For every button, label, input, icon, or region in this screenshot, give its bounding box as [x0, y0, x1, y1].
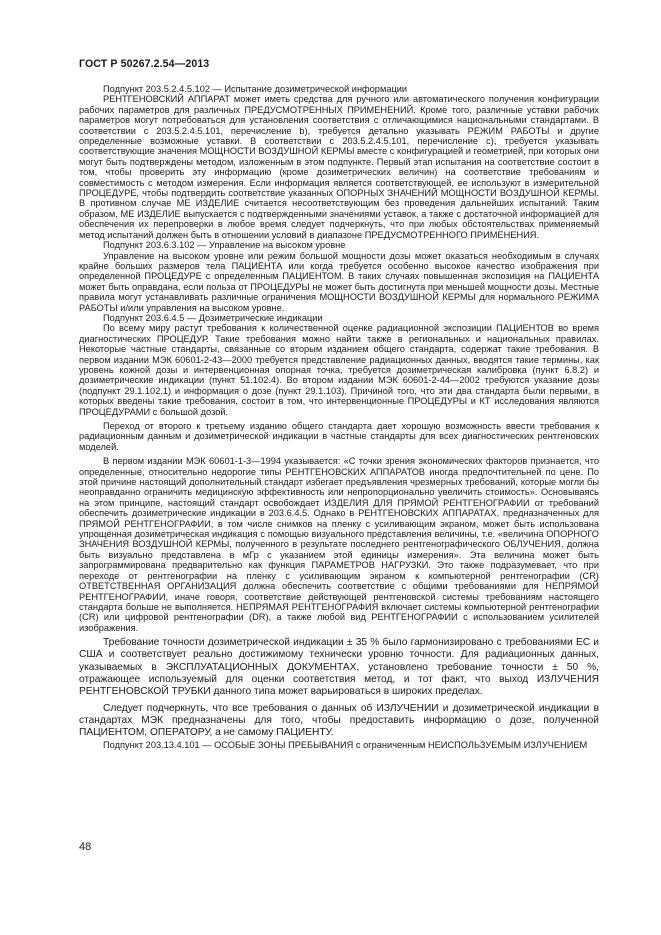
paragraph-emphasis-note: Следует подчеркнуть, что все требования о данных об ИЗЛУЧЕНИИ и дозиметрической индикации в стандартах МЭК предназначены для того, чтобы предоставить информацию о дозе, полученной ПАЦИЕНТОМ, ОПЕРАТОРУ, а не самому ПАЦИЕНТУ.: [79, 702, 599, 739]
paragraph-subclause-203-5-2-4-5-102: Подпункт 203.5.2.4.5.102 — Испытание дозиметрической информации: [103, 84, 408, 94]
paragraph-dosimetric-info-test: РЕНТГЕНОВСКИЙ АППАРАТ может иметь средства для ручного или автоматического получения конфигурации рабочих параметров для различных ПРЕДУСМОТРЕННЫХ ПРИМЕНЕНИЙ. Кроме того, различные уставки рабочих параметров могут потребоваться для установления соответствия с отличающимися национальными стандартами. В соответствии с 203.5.2.4.5.101, перечисление b), требуется детально указывать РЕЖИМ РАБОТЫ и другие определенные возможные уставки. В соответствии с 203.5.2.4.5.101, перечисление с), требуется указывать соответствующие значения МОЩНОСТИ ВОЗДУШНОЙ КЕРМЫ вместе с конфигурацией и геометрией, при которых они могут быть подтверждены методом, изложенным в этом подпункте. Первый этап испытания на соответствие состоит в том, чтобы проверить эту информацию (кроме дозиметрических величин) на соответствие требованиям и совместимость с методом измерения. Если информация является соответствующей, ее используют в измерительной ПРОЦЕДУРЕ, чтобы подтвердить соответствие указанных ОПОРНЫХ ЗНАЧЕНИЙ МОЩНОСТИ ВОЗДУШНОЙ КЕРМЫ. В противном случае МЕ ИЗДЕЛИЕ считается несоответствующим без проведения дальнейших испытаний. Таким образом, МЕ ИЗДЕЛИЕ выпускается с подтвержденными значениями уставок, а также с достаточной информацией для обеспечения их перепроверки в любое время следует подчеркнуть, что при любых обстоятельствах применяемый метод испытаний должен быть в отношении условий в диапазоне ПРЕДУСМОТРЕННОГО ПРИМЕНЕНИЯ.: [79, 94, 599, 240]
document-body: [79, 84, 599, 750]
paragraph-subclause-203-6-4-5: Подпункт 203.6.4.5 — Дозиметрические индикации: [103, 312, 323, 323]
paragraph-high-level-control: Управление на высоком уровне или режим большой мощности дозы может оказаться необходимым в случаях крайне больших размеров тела ПАЦИЕНТА или когда требуется особенно высокое качество изображения при определенной ПРОЦЕДУРЕ с определенным ПАЦИЕНТОМ. В таких случаях повышенная экспозиция на ПАЦИЕНТА может быть оправдана, если польза от ПРОЦЕДУРЫ не может быть достигнута при меньшей мощности дозы. Местные правила могут устанавливать различные ограничения МОЩНОСТИ ВОЗДУШНОЙ КЕРМЫ для нормального РЕЖИМА РАБОТЫ и/или управления на высоком уровне.: [79, 250, 599, 313]
paragraph-subclause-203-6-3-102: Подпункт 203.6.3.102 — Управление на высоком уровне: [103, 240, 346, 251]
paragraph-dosimetric-requirements: По всему миру растут требования к количественной оценке радиационной экспозиции ПАЦИЕНТОВ во время диагностических ПРОЦЕДУР. Такие требования можно найти также в региональных и национальных правилах. Некоторые частные стандарты, связанные со вторым изданием общего стандарта, содержат такие требования. В первом издании МЭК 60601-2-43—2000 требуется представление радиационных данных, вводятся такие термины, как уровень кожной дозы и интервенционная опорная точка, требуется дозиметрическая калибровка (пункт 6.8.2) и дозиметрические индикации (пункт 51.102.4). Во втором издании МЭК 60601-2-44—2002 требуются указание дозы (подпункт 29.1.102.1) и информация о дозе (пункт 29.1.103). Причиной того, что эти два стандарта были первыми, в которых введены такие требования, состоит в том, что интервенционные ПРОЦЕДУРЫ и КТ исследования являются ПРОЦЕДУРАМИ с большой дозой.: [79, 323, 599, 417]
document-header: ГОСТ Р 50267.2.54—2013: [79, 58, 210, 70]
paragraph-subclause-203-13-4-101: Подпункт 203.13.4.101 — ОСОБЫЕ ЗОНЫ ПРЕБЫВАНИЯ с ограниченным НЕИСПОЛЬЗУЕМЫМ ИЗЛУЧЕНИЕМ: [103, 739, 588, 750]
page-number: 48: [79, 841, 92, 853]
paragraph-edition-transition: Переход от второго к третьему изданию общего стандарта дает хорошую возможность ввести требования к радиационным данным и дозиметрической индикации в частные стандарты для всех диагностических рентгеновских моделей.: [79, 421, 599, 452]
paragraph-accuracy-requirement: Требование точности дозиметрической индикации ± 35 % было гармонизировано с требованиями ЕС и США и соответствует реально достижимому технически уровню точности. Для радиационных данных, указываемых в ЭКСПЛУАТАЦИОННЫХ ДОКУМЕНТАХ, установлено требование точности ± 50 %, отражающее используемый для оценки соответствия метод, и тот факт, что выход ИЗЛУЧЕНИЯ РЕНТГЕНОВСКОЙ ТРУБКИ данного типа может варьироваться в широких пределах.: [79, 637, 599, 698]
paragraph-first-edition-quote: В первом издании МЭК 60601-1-3—1994 указывается: «С точки зрения экономических факторов признается, что определенные, относительно недорогие типы РЕНТГЕНОВСКИХ АППАРАТОВ иногда предпочтительней по цене. По этой причине настоящий дополнительный стандарт избегает предъявления чрезмерных требований, которые могли бы неоправданно ограничить медицинскую эффективность или непропорционально увеличить стоимость». Основываясь на этом принципе, настоящий стандарт освобождает ИЗДЕЛИЯ ДЛЯ ПРЯМОЙ РЕНТГЕНОГРАФИИ от требований обеспечить дозиметрические индикации в 203.6.4.5. Однако в РЕНТГЕНОВСКИХ АППАРАТАХ, предназначенных для ПРЯМОЙ РЕНТГЕНОГРАФИИ, в том числе снимков на пленку с усиливающим экраном, может быть использована упрощенная дозиметрическая индикация с помощью визуального представления величины, т.е. «величина ОПОРНОГО ЗНАЧЕНИЯ ВОЗДУШНОЙ КЕРМЫ, полученного в результате последнего рентгенографического ОБЛУЧЕНИЯ, должна быть визуально представлена в мГр с указанием этой единицы измерения». Эта величина может быть запрограммирована предварительно как функция ПАРАМЕТРОВ НАГРУЗКИ. Это также подразумевает, что при переходе от рентгенографии на пленку с усиливающим экраном к компьютерной рентгенографии (CR) ОТВЕТСТВЕННАЯ ОРГАНИЗАЦИЯ должна обеспечить соответствие с общими требованиями для НЕПРЯМОЙ РЕНТГЕНОГРАФИИ, иначе говоря, соответствие действующей рентгеновской системы требованиям настоящего стандарта больше не выполняется. НЕПРЯМАЯ РЕНТГЕНОГРАФИЯ включает системы компьютерной рентгенографии (CR) или цифровой рентгенографии (DR), а также любой вид РЕНТГЕНОГРАФИИ с использованием усилителей изображения.: [79, 456, 599, 633]
